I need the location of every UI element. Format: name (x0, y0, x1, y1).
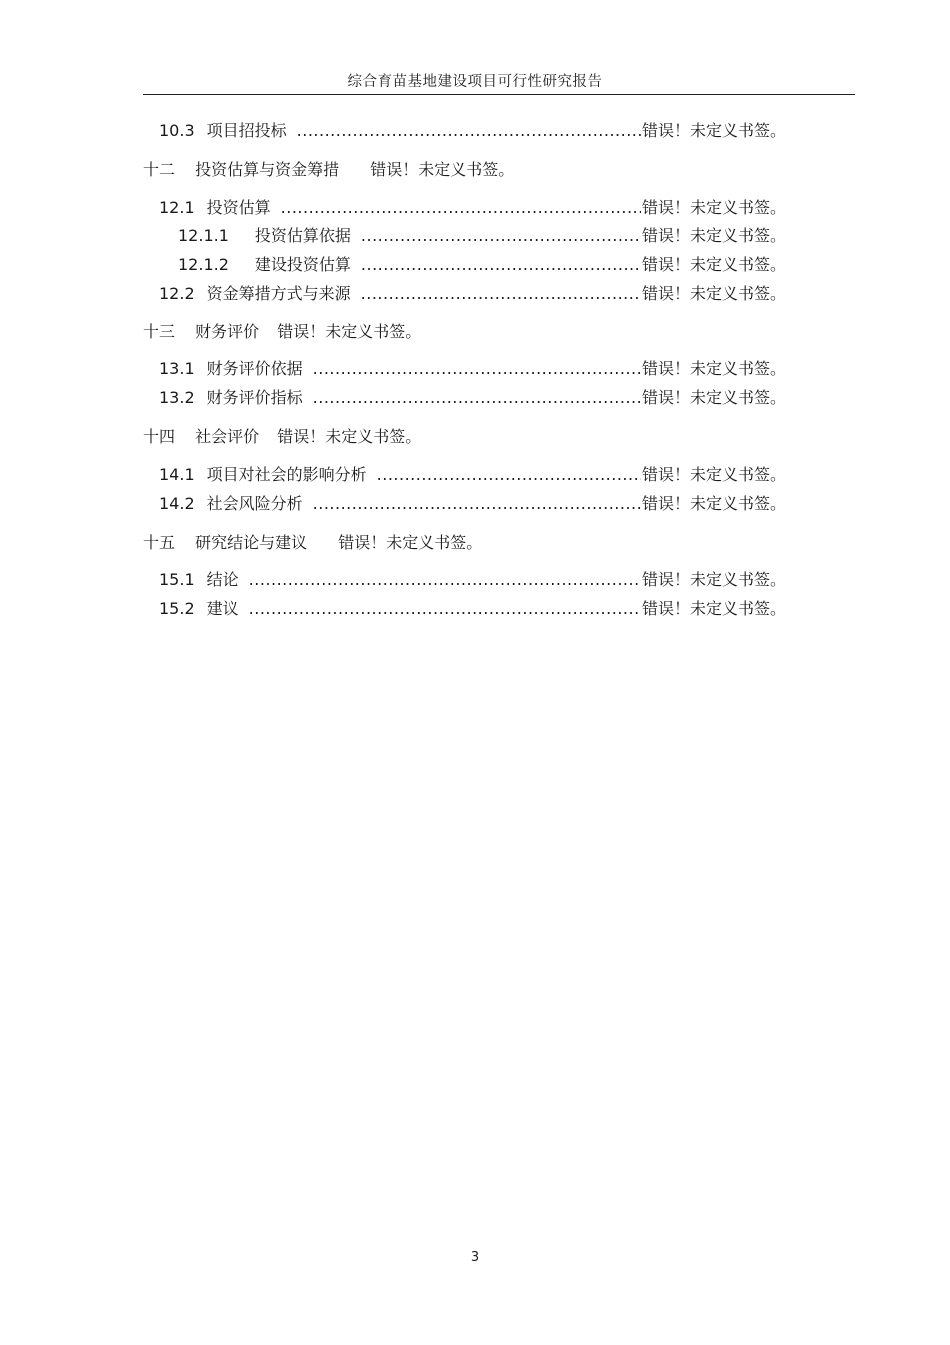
toc-entry-ref: 错误！未定义书签。 (641, 198, 786, 217)
toc-entry-ref: 错误！未定义书签。 (641, 255, 786, 274)
toc-entry-ref: 错误！未定义书签。 (641, 284, 786, 303)
toc-entry-ref: 错误！未定义书签。 (641, 388, 786, 407)
dot-leader (313, 493, 641, 515)
toc-entry-title: 建设投资估算 (254, 255, 351, 274)
running-header-title: 综合育苗基地建设项目可行性研究报告 (347, 74, 603, 90)
toc-entry-title: 结论 (206, 570, 239, 589)
toc-entry-title: 财务评价依据 (206, 359, 303, 378)
toc-entry-title: 项目招投标 (206, 121, 287, 140)
toc-entry-ref: 错误！未定义书签。 (641, 465, 786, 484)
toc-entry-title: 建议 (206, 599, 239, 618)
toc-entry-15-2[interactable] (159, 598, 786, 620)
toc-entry-title: 社会风险分析 (206, 494, 303, 513)
toc-chapter-number: 十三 (143, 322, 176, 341)
toc-entry-number: 12.2 (159, 284, 195, 303)
toc-entry-12-1-1[interactable] (178, 225, 786, 247)
toc-entry-number: 12.1.1 (178, 226, 229, 245)
toc-entry-13-2[interactable] (159, 387, 786, 409)
toc-chapter-15[interactable] (143, 532, 482, 554)
toc-chapter-ref: 错误！未定义书签。 (277, 322, 422, 341)
toc-entry-number: 15.2 (159, 599, 195, 618)
toc-entry-title: 投资估算 (206, 198, 271, 217)
toc-chapter-12[interactable] (143, 159, 514, 181)
toc-chapter-ref: 错误！未定义书签。 (277, 427, 422, 446)
dot-leader (361, 254, 641, 276)
toc-chapter-title: 研究结论与建议 (195, 533, 308, 552)
dot-leader (361, 283, 641, 305)
toc-entry-15-1[interactable] (159, 569, 786, 591)
toc-entry-number: 13.2 (159, 388, 195, 407)
dot-leader (377, 464, 641, 486)
dot-leader (313, 387, 641, 409)
toc-chapter-title: 投资估算与资金筹措 (195, 160, 340, 179)
toc-entry-12-1[interactable] (159, 197, 786, 219)
toc-chapter-number: 十五 (143, 533, 176, 552)
toc-entry-number: 14.2 (159, 494, 195, 513)
toc-entry-ref: 错误！未定义书签。 (641, 226, 786, 245)
toc-entry-number: 14.1 (159, 465, 195, 484)
dot-leader (313, 358, 641, 380)
dot-leader (249, 569, 641, 591)
toc-entry-12-1-2[interactable] (178, 254, 786, 276)
toc-chapter-ref: 错误！未定义书签。 (338, 533, 483, 552)
header-rule (143, 94, 855, 95)
toc-entry-title: 投资估算依据 (254, 226, 351, 245)
toc-entry-ref: 错误！未定义书签。 (641, 570, 786, 589)
toc-entry-title: 财务评价指标 (206, 388, 303, 407)
toc-entry-number: 15.1 (159, 570, 195, 589)
dot-leader (249, 598, 641, 620)
toc-chapter-ref: 错误！未定义书签。 (370, 160, 515, 179)
toc-entry-title: 资金筹措方式与来源 (206, 284, 351, 303)
toc-chapter-14[interactable] (143, 426, 421, 448)
toc-entry-12-2[interactable] (159, 283, 786, 305)
toc-entry-ref: 错误！未定义书签。 (641, 494, 786, 513)
dot-leader (361, 225, 641, 247)
toc-entry-number: 12.1.2 (178, 255, 229, 274)
toc-entry-title: 项目对社会的影响分析 (206, 465, 367, 484)
dot-leader (297, 120, 641, 142)
toc-chapter-title: 财务评价 (195, 322, 260, 341)
toc-chapter-title: 社会评价 (195, 427, 260, 446)
toc-entry-14-1[interactable] (159, 464, 786, 486)
toc-entry-10-3[interactable] (159, 120, 786, 142)
toc-entry-ref: 错误！未定义书签。 (641, 359, 786, 378)
toc-entry-number: 12.1 (159, 198, 195, 217)
dot-leader (281, 197, 641, 219)
toc-entry-13-1[interactable] (159, 358, 786, 380)
toc-chapter-number: 十四 (143, 427, 176, 446)
toc-entry-number: 10.3 (159, 121, 195, 140)
page-number: 3 (470, 1250, 480, 1265)
toc-entry-number: 13.1 (159, 359, 195, 378)
toc-entry-ref: 错误！未定义书签。 (641, 121, 786, 140)
toc-entry-ref: 错误！未定义书签。 (641, 599, 786, 618)
toc-chapter-13[interactable] (143, 321, 421, 343)
toc-chapter-number: 十二 (143, 160, 176, 179)
toc-entry-14-2[interactable] (159, 493, 786, 515)
